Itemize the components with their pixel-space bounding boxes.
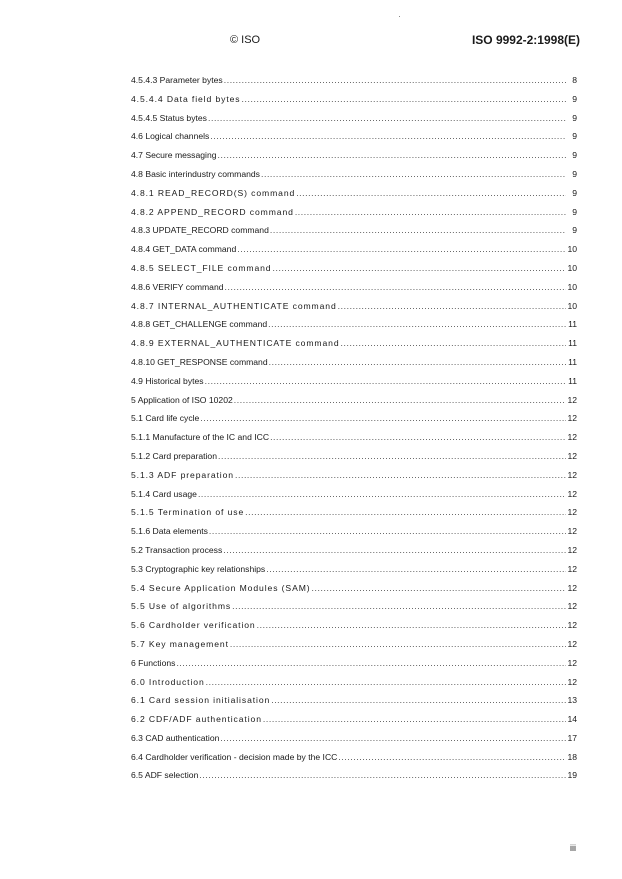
toc-entry-page: 9 bbox=[572, 112, 577, 123]
toc-entry-title: 4.8.2 APPEND_RECORD command bbox=[131, 206, 294, 217]
toc-leader-dots bbox=[341, 338, 566, 348]
toc-entry-title: 6.2 CDF/ADF authentication bbox=[131, 714, 262, 725]
toc-entry[interactable] bbox=[131, 244, 577, 263]
toc-entry-page: 10 bbox=[567, 244, 577, 255]
toc-leader-dots bbox=[223, 545, 566, 555]
toc-entry[interactable] bbox=[131, 413, 577, 432]
toc-entry-title: 4.8.7 INTERNAL_AUTHENTICATE command bbox=[131, 300, 337, 311]
toc-leader-dots bbox=[210, 131, 566, 141]
toc-entry-title: 4.8.5 SELECT_FILE command bbox=[131, 262, 272, 273]
toc-entry-title: 5.7 Key management bbox=[131, 638, 229, 649]
toc-entry-page: 12 bbox=[567, 582, 577, 593]
toc-entry-page: 13 bbox=[567, 695, 577, 706]
toc-entry-page: 12 bbox=[567, 450, 577, 461]
scan-speck bbox=[399, 16, 400, 17]
toc-entry-title: 4.7 Secure messaging bbox=[131, 150, 217, 161]
toc-entry-page: 9 bbox=[572, 150, 577, 161]
toc-leader-dots bbox=[261, 169, 566, 179]
toc-entry-page: 9 bbox=[572, 93, 577, 104]
toc-entry-page: 18 bbox=[567, 751, 577, 762]
toc-leader-dots bbox=[224, 75, 566, 85]
toc-entry-title: 5.1.4 Card usage bbox=[131, 488, 197, 499]
toc-entry-page: 11 bbox=[568, 375, 577, 386]
toc-entry[interactable] bbox=[131, 301, 577, 320]
toc-entry[interactable] bbox=[131, 526, 577, 545]
toc-entry-title: 5.1.3 ADF preparation bbox=[131, 469, 234, 480]
toc-entry-title: 6.3 CAD authentication bbox=[131, 732, 220, 743]
toc-entry-page: 12 bbox=[567, 657, 577, 668]
toc-leader-dots bbox=[200, 413, 566, 423]
toc-leader-dots bbox=[269, 357, 566, 367]
toc-leader-dots bbox=[270, 225, 566, 235]
toc-entry-title: 5.1.2 Card preparation bbox=[131, 450, 217, 461]
toc-leader-dots bbox=[225, 282, 566, 292]
toc-entry-page: 11 bbox=[568, 319, 577, 330]
toc-entry[interactable] bbox=[131, 113, 577, 132]
toc-leader-dots bbox=[209, 526, 566, 536]
toc-entry[interactable] bbox=[131, 677, 577, 696]
toc-entry[interactable] bbox=[131, 432, 577, 451]
toc-entry[interactable] bbox=[131, 507, 577, 526]
toc-entry-page: 17 bbox=[567, 732, 577, 743]
toc-entry-title: 4.8.3 UPDATE_RECORD command bbox=[131, 225, 269, 236]
toc-entry-page: 11 bbox=[568, 356, 577, 367]
toc-leader-dots bbox=[176, 658, 566, 668]
toc-leader-dots bbox=[218, 150, 566, 160]
toc-entry-page: 11 bbox=[568, 338, 577, 349]
toc-entry[interactable] bbox=[131, 395, 577, 414]
toc-leader-dots bbox=[208, 113, 566, 123]
toc-entry-title: 4.8.6 VERIFY command bbox=[131, 281, 224, 292]
toc-leader-dots bbox=[272, 263, 566, 273]
toc-entry[interactable] bbox=[131, 263, 577, 282]
toc-entry[interactable] bbox=[131, 207, 577, 226]
toc-entry[interactable] bbox=[131, 225, 577, 244]
toc-entry-page: 12 bbox=[567, 638, 577, 649]
toc-entry-page: 9 bbox=[572, 206, 577, 217]
toc-entry-page: 10 bbox=[567, 262, 577, 273]
toc-leader-dots bbox=[271, 695, 566, 705]
toc-leader-dots bbox=[232, 601, 566, 611]
toc-leader-dots bbox=[237, 244, 566, 254]
toc-entry[interactable] bbox=[131, 357, 577, 376]
toc-leader-dots bbox=[270, 432, 566, 442]
toc-entry[interactable] bbox=[131, 338, 577, 357]
toc-entry[interactable] bbox=[131, 75, 577, 94]
toc-entry-page: 12 bbox=[567, 544, 577, 555]
toc-entry-title: 6.1 Card session initialisation bbox=[131, 695, 271, 706]
header-standard-id: ISO 9992-2:1998(E) bbox=[471, 33, 580, 47]
toc-entry-title: 6 Functions bbox=[131, 657, 176, 668]
toc-entry[interactable] bbox=[131, 282, 577, 301]
toc-entry-page: 10 bbox=[567, 281, 577, 292]
toc-entry-page: 12 bbox=[567, 469, 577, 480]
toc-entry[interactable] bbox=[131, 639, 577, 658]
toc-entry[interactable] bbox=[131, 601, 577, 620]
toc-leader-dots bbox=[230, 639, 566, 649]
toc-entry-page: 9 bbox=[572, 225, 577, 236]
toc-entry[interactable] bbox=[131, 131, 577, 150]
toc-entry[interactable] bbox=[131, 376, 577, 395]
toc-entry-page: 12 bbox=[567, 601, 577, 612]
toc-entry-title: 4.8.4 GET_DATA command bbox=[131, 244, 237, 255]
toc-entry-title: 4.5.4.3 Parameter bytes bbox=[131, 75, 223, 85]
toc-leader-dots bbox=[242, 94, 566, 104]
toc-leader-dots bbox=[205, 376, 566, 386]
toc-leader-dots bbox=[235, 470, 566, 480]
toc-leader-dots bbox=[266, 564, 566, 574]
toc-entry-title: 5.1.5 Termination of use bbox=[131, 507, 245, 518]
toc-leader-dots bbox=[245, 507, 566, 517]
toc-entry-title: 4.5.4.5 Status bytes bbox=[131, 112, 207, 123]
toc-leader-dots bbox=[338, 752, 566, 762]
toc-entry-title: 4.5.4.4 Data field bytes bbox=[131, 93, 241, 104]
toc-entry-title: 6.0 Introduction bbox=[131, 676, 205, 687]
toc-entry-page: 12 bbox=[567, 432, 577, 443]
toc-leader-dots bbox=[234, 395, 566, 405]
toc-entry[interactable] bbox=[131, 770, 577, 789]
toc-entry-page: 9 bbox=[572, 168, 577, 179]
toc-entry-title: 5.3 Cryptographic key relationships bbox=[131, 563, 266, 574]
toc-leader-dots bbox=[198, 489, 566, 499]
toc-entry[interactable] bbox=[131, 733, 577, 752]
toc-entry-title: 4.9 Historical bytes bbox=[131, 375, 204, 386]
toc-entry-title: 5.1.1 Manufacture of the IC and ICC bbox=[131, 432, 270, 443]
toc-entry-title: 5.6 Cardholder verification bbox=[131, 620, 256, 631]
toc-entry[interactable] bbox=[131, 714, 577, 733]
toc-entry-page: 9 bbox=[572, 187, 577, 198]
table-of-contents bbox=[131, 75, 577, 789]
toc-leader-dots bbox=[338, 301, 566, 311]
toc-entry-page: 12 bbox=[567, 563, 577, 574]
toc-entry[interactable] bbox=[131, 150, 577, 169]
toc-entry-page: 12 bbox=[567, 507, 577, 518]
toc-entry[interactable] bbox=[131, 695, 577, 714]
toc-entry-page: 12 bbox=[567, 676, 577, 687]
toc-entry-title: 5.4 Secure Application Modules (SAM) bbox=[131, 582, 311, 593]
toc-leader-dots bbox=[295, 207, 566, 217]
toc-entry[interactable] bbox=[131, 319, 577, 338]
toc-entry-title: 4.8.9 EXTERNAL_AUTHENTICATE command bbox=[131, 338, 340, 349]
toc-entry-title: 4.8.10 GET_RESPONSE command bbox=[131, 356, 268, 367]
toc-entry-page: 12 bbox=[567, 620, 577, 631]
toc-entry-title: 4.8.8 GET_CHALLENGE command bbox=[131, 319, 268, 330]
toc-entry-page: 10 bbox=[567, 300, 577, 311]
toc-entry-title: 4.8.1 READ_RECORD(S) command bbox=[131, 187, 296, 198]
toc-entry[interactable] bbox=[131, 620, 577, 639]
toc-leader-dots bbox=[312, 583, 566, 593]
toc-entry[interactable] bbox=[131, 489, 577, 508]
toc-entry-page: 12 bbox=[567, 526, 577, 537]
toc-entry-title: 5.2 Transaction process bbox=[131, 544, 223, 555]
footer-page-number: iii bbox=[570, 843, 576, 853]
toc-entry-page: 12 bbox=[567, 488, 577, 499]
toc-entry-page: 12 bbox=[567, 394, 577, 405]
toc-entry-title: 5.1 Card life cycle bbox=[131, 413, 200, 424]
toc-entry[interactable] bbox=[131, 752, 577, 771]
toc-entry-page: 8 bbox=[572, 75, 577, 85]
toc-entry-title: 5 Application of ISO 10202 bbox=[131, 394, 233, 405]
toc-entry[interactable] bbox=[131, 470, 577, 489]
toc-leader-dots bbox=[257, 620, 566, 630]
toc-leader-dots bbox=[268, 319, 566, 329]
toc-entry[interactable] bbox=[131, 545, 577, 564]
toc-entry-title: 5.5 Use of algorithms bbox=[131, 601, 232, 612]
toc-entry[interactable] bbox=[131, 94, 577, 113]
toc-leader-dots bbox=[218, 451, 566, 461]
toc-entry[interactable] bbox=[131, 451, 577, 470]
toc-leader-dots bbox=[199, 770, 566, 780]
toc-entry[interactable] bbox=[131, 583, 577, 602]
toc-entry-page: 12 bbox=[567, 413, 577, 424]
toc-leader-dots bbox=[296, 188, 566, 198]
toc-leader-dots bbox=[263, 714, 566, 724]
toc-entry-page: 19 bbox=[567, 770, 577, 781]
toc-entry[interactable] bbox=[131, 188, 577, 207]
toc-leader-dots bbox=[220, 733, 566, 743]
toc-entry[interactable] bbox=[131, 564, 577, 583]
toc-entry-title: 4.6 Logical channels bbox=[131, 131, 210, 142]
header-copyright: © ISO bbox=[230, 34, 261, 46]
toc-entry-page: 14 bbox=[567, 714, 577, 725]
toc-entry-title: 4.8 Basic interindustry commands bbox=[131, 168, 260, 179]
toc-entry[interactable] bbox=[131, 169, 577, 188]
toc-entry[interactable] bbox=[131, 658, 577, 677]
toc-entry-title: 5.1.6 Data elements bbox=[131, 526, 208, 537]
toc-entry-title: 6.4 Cardholder verification - decision made by the ICC bbox=[131, 751, 338, 762]
toc-entry-title: 6.5 ADF selection bbox=[131, 770, 199, 781]
toc-leader-dots bbox=[206, 677, 566, 687]
toc-entry-page: 9 bbox=[572, 131, 577, 142]
